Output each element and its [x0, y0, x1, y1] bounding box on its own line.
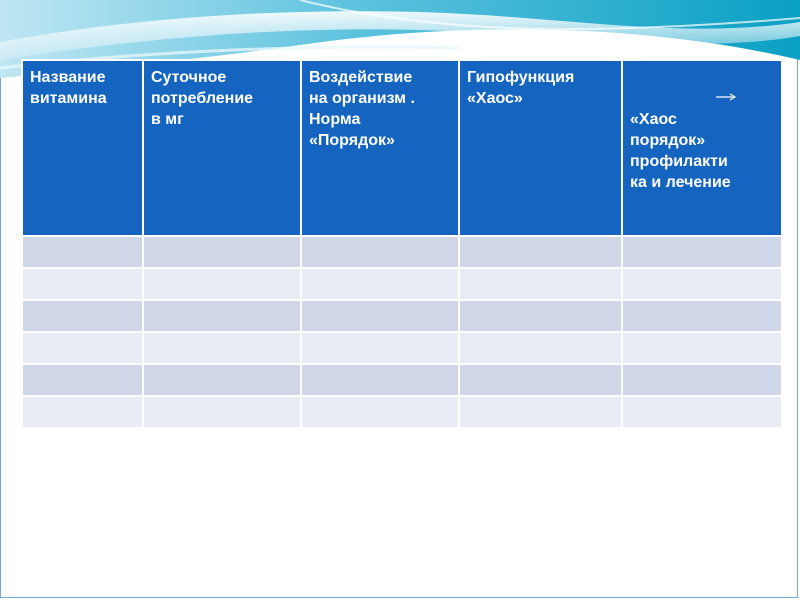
table-row	[22, 396, 782, 428]
header-prevention-text: «Хаос порядок» профилакти ка и лечение	[630, 111, 731, 191]
table-cell	[143, 268, 301, 300]
table-row	[22, 332, 782, 364]
table-cell	[459, 300, 622, 332]
vitamin-table	[21, 59, 783, 429]
table-cell	[22, 364, 143, 396]
header-daily-intake: Суточное потребление в мг	[143, 60, 301, 236]
table-cell	[143, 396, 301, 428]
table-cell	[622, 396, 782, 428]
table-cell	[143, 300, 301, 332]
table-cell	[301, 268, 459, 300]
header-prevention-wrap	[630, 88, 774, 214]
table-cell	[459, 236, 622, 268]
header-vitamin-name: Название витамина	[22, 60, 143, 236]
table-cell	[622, 364, 782, 396]
table-row	[22, 300, 782, 332]
table-cell	[22, 396, 143, 428]
table-row	[22, 364, 782, 396]
table-cell	[22, 332, 143, 364]
header-prevention-treatment	[622, 60, 782, 236]
table-header-row	[22, 60, 782, 236]
arrow-right-icon	[716, 91, 736, 101]
table-cell	[622, 300, 782, 332]
table-cell	[459, 332, 622, 364]
table-cell	[143, 332, 301, 364]
table-cell	[301, 364, 459, 396]
table-cell	[622, 268, 782, 300]
table-cell	[301, 396, 459, 428]
table-cell	[22, 236, 143, 268]
table-row	[22, 268, 782, 300]
header-effect-norm: Воздействие на организм . Норма «Порядок»	[301, 60, 459, 236]
table-cell	[622, 332, 782, 364]
table-cell	[301, 236, 459, 268]
table-cell	[622, 236, 782, 268]
table-cell	[459, 396, 622, 428]
table-cell	[143, 236, 301, 268]
table-cell	[22, 300, 143, 332]
table-cell	[301, 300, 459, 332]
table-cell	[459, 364, 622, 396]
table-cell	[143, 364, 301, 396]
table-cell	[22, 268, 143, 300]
table-row	[22, 236, 782, 268]
table-cell	[459, 268, 622, 300]
table-cell	[301, 332, 459, 364]
header-hypofunction: Гипофункция «Хаос»	[459, 60, 622, 236]
